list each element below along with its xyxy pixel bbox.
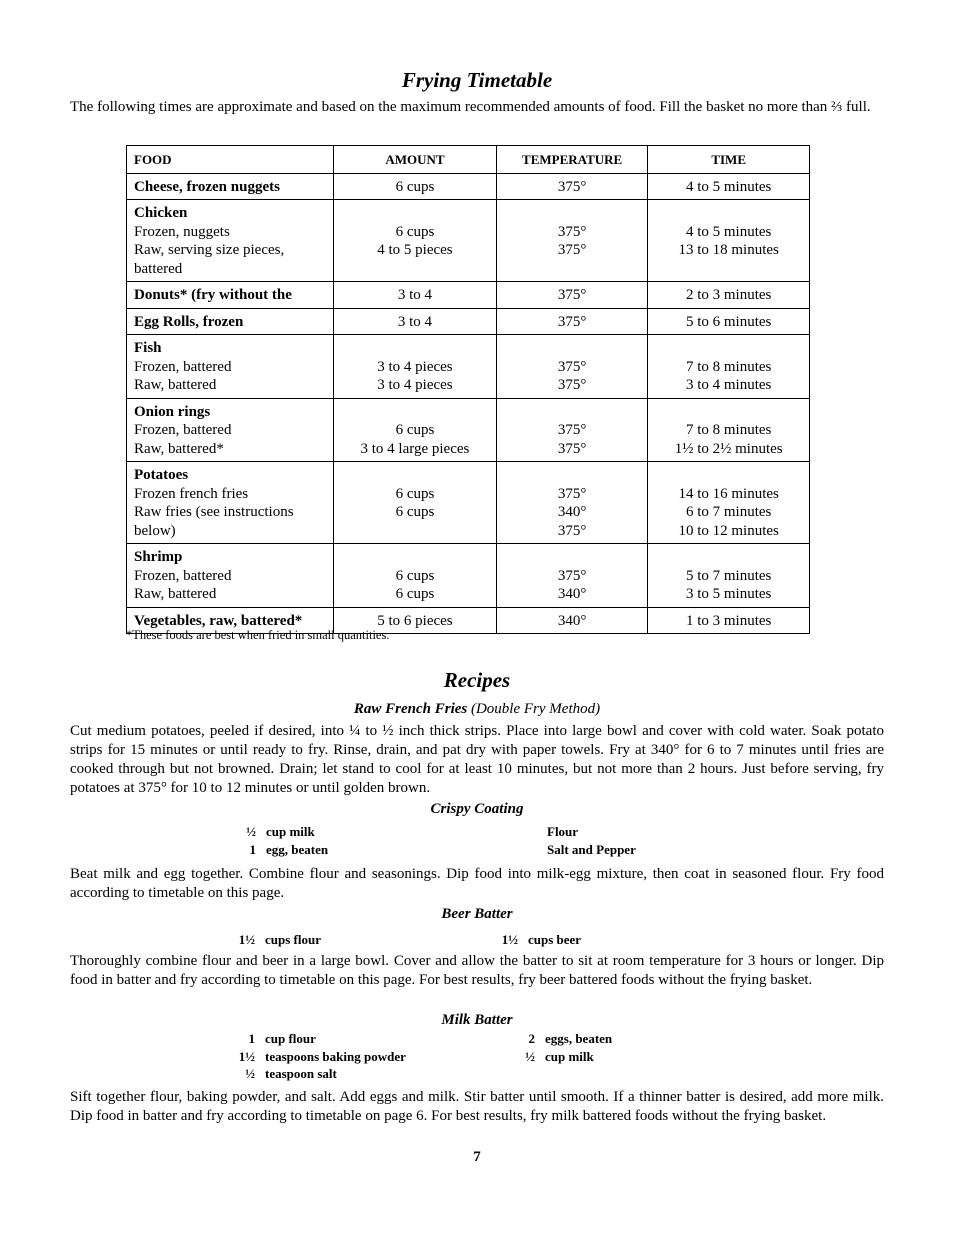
time-cell (648, 398, 810, 462)
timetable-intro: The following times are approximate and based on the maximum recommended amounts of food. Fill the basket no more than ⅔ full. (70, 99, 871, 115)
temperature-cell (496, 398, 647, 462)
food-cell (127, 398, 334, 462)
header-food: FOOD (127, 146, 334, 174)
food-category: Shrimp (134, 549, 183, 565)
ingredient: 2 eggs, beaten (528, 1031, 613, 1046)
temperature-value: 340° (557, 586, 587, 602)
amount-value: 6 cups (395, 422, 435, 438)
food-cell: Donuts* (fry without the (127, 282, 334, 309)
crispy-coating-ingredients-left (234, 823, 328, 858)
food-variant: Frozen french fries (134, 485, 249, 502)
milk-batter-instructions: Sift together flour, baking powder, and salt. Add eggs and milk. Stir batter until smooth. If a thinner batter is desired, add more milk. Dip food in batter and fry according to timetable on page 6. For best results, fry milk battered foods without the frying basket. (70, 1089, 884, 1124)
recipe-title-french-fries (0, 701, 954, 718)
amount-value: 3 to 4 pieces (377, 377, 453, 393)
amount-cell: 6 cups (334, 173, 497, 200)
temperature-value: 375° (557, 377, 587, 393)
food-variant: Raw, battered (134, 377, 217, 393)
amount-cell (334, 335, 497, 399)
amount-value: 6 cups (395, 504, 435, 520)
table-footnote: *These foods are best when fried in small quantities. (126, 628, 390, 642)
temperature-value: 375° (557, 567, 587, 584)
french-fries-instructions: Cut medium potatoes, peeled if desired, into ¼ to ½ inch thick strips. Place into large bowl and cover with cold water. Soak potato strips for 15 minutes or until ready to fry. Rinse, drain, and pat dry with paper towels. Fry at 340° for 6 to 7 minutes until fries are cooked through but not browned. Drain; let stand to cool for at least 10 minutes, but not more than 2 hours. Just before serving, fry potatoes at 375° for 10 to 12 minutes or until golden brown. (70, 723, 884, 796)
ingredient: 1 egg, beaten (249, 841, 329, 857)
food-category: Chicken (134, 205, 188, 221)
temperature-cell: 375° (496, 173, 647, 200)
amount-cell: 5 to 6 pieces (334, 607, 497, 634)
time-value: 3 to 5 minutes (685, 586, 772, 602)
temperature-cell (496, 335, 647, 399)
time-cell: 2 to 3 minutes (648, 282, 810, 309)
food-category: Onion rings (134, 403, 211, 420)
food-cell: Cheese, frozen nuggets (127, 173, 334, 200)
amount-cell (334, 398, 497, 462)
food-category: Potatoes (134, 467, 189, 483)
food-variant: Raw, battered* (134, 440, 224, 457)
table-row (127, 544, 810, 608)
temperature-value: 375° (557, 223, 587, 240)
beer-batter-instructions: Thoroughly combine flour and beer in a large bowl. Cover and allow the batter to sit at room temperature for 3 hours or longer. Dip food in batter and fry according to timetable on this page. For best results, fry beer battered foods without the frying basket. (70, 953, 884, 988)
frying-timetable-title: Frying Timetable (401, 68, 553, 92)
time-cell: 4 to 5 minutes (648, 173, 810, 200)
milk-batter-ingredients-right (505, 1030, 612, 1065)
recipe-title-beer-batter (0, 906, 954, 923)
temperature-value: 340° (557, 504, 587, 520)
recipe-name: Raw French Fries (353, 701, 468, 717)
crispy-coating-instructions: Beat milk and egg together. Combine flour and seasonings. Dip food into milk-egg mixture, then coat in seasoned flour. Fry food according to timetable on this page. (70, 866, 884, 901)
food-cell (127, 462, 334, 544)
amount-cell (334, 200, 497, 282)
amount-cell (334, 544, 497, 608)
time-value: 14 to 16 minutes (678, 485, 779, 502)
table-row (127, 398, 810, 462)
food-cell: Vegetables, raw, battered* (127, 607, 334, 634)
time-cell (648, 544, 810, 608)
ingredient: 1½ cups flour (238, 932, 321, 947)
food-cell (127, 335, 334, 399)
time-cell (648, 462, 810, 544)
ingredient: Salt and Pepper (547, 841, 636, 857)
temperature-cell (496, 200, 647, 282)
time-value: 3 to 4 minutes (685, 377, 772, 393)
time-cell (648, 335, 810, 399)
temperature-cell: 375° (496, 282, 647, 309)
time-value: 7 to 8 minutes (685, 422, 772, 438)
recipe-name: Milk Batter (441, 1012, 513, 1028)
food-variant: Raw, serving size pieces, battered (134, 242, 285, 277)
time-value: 7 to 8 minutes (685, 358, 772, 375)
time-value: 1½ to 2½ minutes (674, 440, 783, 457)
temperature-cell: 375° (496, 308, 647, 335)
food-category: Fish (134, 340, 162, 356)
amount-value: 6 cups (395, 223, 435, 240)
amount-value: 3 to 4 large pieces (360, 440, 470, 457)
table-row (127, 282, 810, 309)
amount-value: 6 cups (395, 586, 435, 602)
amount-value: 6 cups (395, 485, 435, 502)
table-row (127, 173, 810, 200)
food-variant: Frozen, battered (134, 358, 232, 375)
ingredient: 1½ teaspoons baking powder (238, 1048, 406, 1064)
ingredient: 1 cup flour (248, 1031, 316, 1046)
recipe-subtitle: (Double Fry Method) (470, 701, 601, 717)
temperature-cell (496, 544, 647, 608)
food-cell: Egg Rolls, frozen (127, 308, 334, 335)
food-variant: Frozen, battered (134, 567, 232, 584)
header-temperature: TEMPERATURE (496, 146, 647, 174)
header-time: TIME (648, 146, 810, 174)
temperature-cell (496, 462, 647, 544)
table-row (127, 335, 810, 399)
ingredient: ½ teaspoon salt (245, 1066, 337, 1081)
recipe-title-crispy-coating (0, 801, 954, 818)
crispy-coating-ingredients-right (547, 823, 636, 858)
time-value: 4 to 5 minutes (685, 223, 772, 240)
time-cell: 1 to 3 minutes (648, 607, 810, 634)
table-row (127, 308, 810, 335)
table-row (127, 200, 810, 282)
milk-batter-ingredients-left (225, 1030, 406, 1083)
amount-value: 6 cups (395, 567, 435, 584)
temperature-value: 375° (557, 485, 587, 502)
amount-cell: 3 to 4 (334, 282, 497, 309)
page-number: 7 (473, 1149, 481, 1165)
ingredient: Flour (547, 824, 579, 839)
beer-batter-ingredients-right (488, 931, 581, 949)
time-value: 13 to 18 minutes (678, 242, 779, 258)
temperature-value: 375° (557, 440, 587, 457)
beer-batter-ingredients-left (225, 931, 321, 949)
amount-cell: 3 to 4 (334, 308, 497, 335)
food-variant: Raw fries (see instructions below) (134, 504, 294, 539)
temperature-value: 375° (557, 422, 587, 438)
frying-timetable (126, 145, 810, 634)
recipes-title: Recipes (443, 668, 511, 692)
food-cell (127, 544, 334, 608)
table-header-row (127, 146, 810, 174)
time-value: 10 to 12 minutes (678, 522, 779, 539)
recipe-name: Beer Batter (441, 906, 513, 922)
food-variant: Frozen, battered (134, 422, 232, 438)
ingredient: ½ cup milk (525, 1048, 594, 1064)
amount-cell (334, 462, 497, 544)
amount-value: 3 to 4 pieces (377, 358, 453, 375)
temperature-cell: 340° (496, 607, 647, 634)
recipe-title-milk-batter (0, 1012, 954, 1029)
food-variant: Frozen, nuggets (134, 223, 230, 240)
recipe-name: Crispy Coating (430, 801, 524, 817)
temperature-value: 375° (557, 242, 587, 258)
food-cell (127, 200, 334, 282)
time-cell (648, 200, 810, 282)
time-value: 6 to 7 minutes (685, 504, 772, 520)
ingredient: 1½ cups beer (501, 932, 582, 947)
time-value: 5 to 7 minutes (685, 567, 772, 584)
food-variant: Raw, battered (134, 586, 217, 602)
temperature-value: 375° (557, 522, 587, 539)
header-amount: AMOUNT (334, 146, 497, 174)
ingredient: ½ cup milk (246, 824, 315, 839)
time-cell: 5 to 6 minutes (648, 308, 810, 335)
temperature-value: 375° (557, 358, 587, 375)
table-row (127, 462, 810, 544)
amount-value: 4 to 5 pieces (377, 242, 453, 258)
